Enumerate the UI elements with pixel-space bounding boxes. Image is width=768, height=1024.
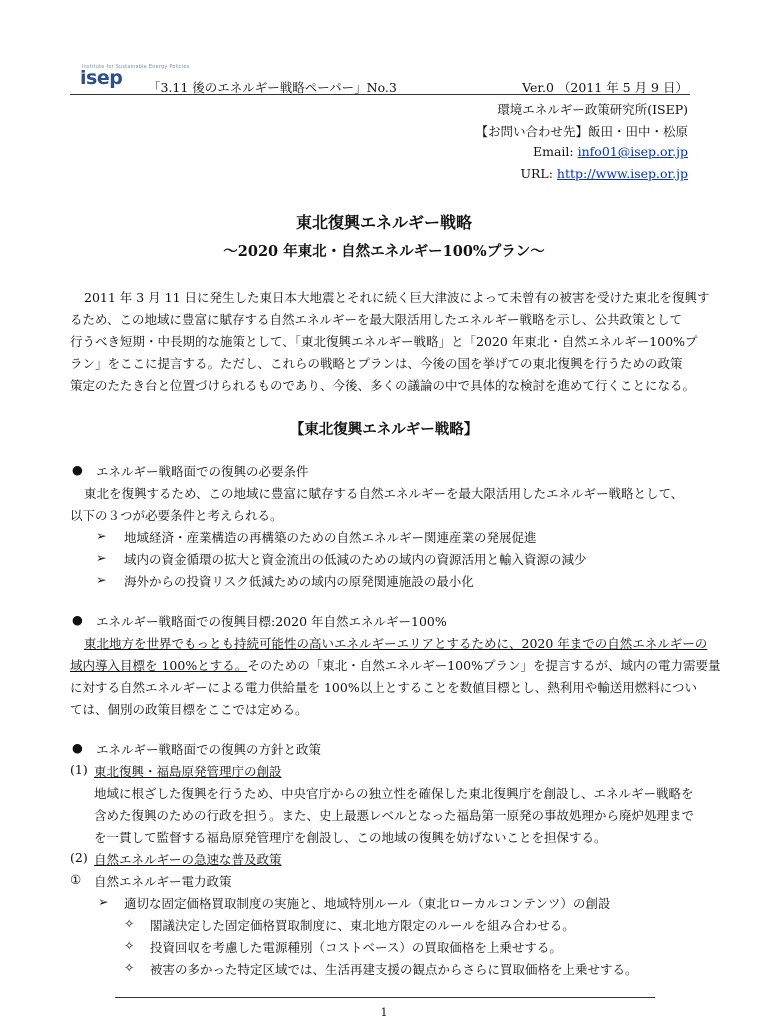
s3-p2a-sub: 投資回収を考慮した電源種別（コストベース）の買取価格を上乗せする。 (150, 940, 562, 955)
intro-line: 行うべき短期・中長期的な施策として、「東北復興エネルギー戦略」と「2020 年東北・自然エネルギー100%プ (70, 334, 698, 349)
s3-heading: エネルギー戦略面での復興の方針と政策 (96, 742, 322, 757)
s3-p1-line: 含めた復興のための行政を担う。また、史上最悪レベルとなった福島第一原発の事故処理から廃炉処理まで (94, 808, 695, 823)
s2-line: ては、個別の政策目標をここでは定める。 (70, 702, 308, 717)
contact-persons: 【お問い合わせ先】飯田・田中・松原 (475, 124, 688, 139)
arrow-bullet-icon: ➢ (98, 894, 109, 909)
s3-p2a-item: 適切な固定価格買取制度の実施と、地域特別ルール（東北ローカルコンテンツ）の創設 (124, 896, 611, 911)
s2-line (70, 656, 720, 674)
s3-p1-line: 地域に根ざした復興を行うため、中央官庁からの独立性を確保した東北復興庁を創設し、エネルギー戦略を (94, 786, 694, 801)
s1-bullet: ● (72, 462, 83, 477)
s1-item: 域内の資金循環の拡大と資金流出の低減のための域内の資源活用と輸入資源の減少 (124, 552, 587, 567)
s3-p2-title: 自然エネルギーの急速な普及政策 (94, 852, 282, 867)
url-line (520, 166, 688, 181)
section-heading: 【東北復興エネルギー戦略】 (289, 421, 479, 438)
s2-plan-text: そのための「東北・自然エネルギー100%プラン」を提言するが、域内の電力需要量 (247, 658, 721, 673)
email-label: Email: (533, 144, 578, 159)
paper-series-title: 「3.11 後のエネルギー戦略ペーパー」No.3 (148, 80, 397, 95)
s3-p1-title: 東北復興・福島原発管理庁の創設 (94, 764, 282, 779)
isep-logo (80, 64, 190, 90)
s3-p1-number: (1) (70, 762, 88, 777)
page-number: 1 (380, 1006, 388, 1019)
s3-p2-number: (2) (70, 850, 88, 865)
s2-bullet: ● (72, 612, 83, 627)
url-label: URL: (520, 166, 557, 181)
arrow-bullet-icon: ➢ (96, 528, 107, 543)
intro-line: 2011 年 3 月 11 日に発生した東日本大地震とそれに続く巨大津波によって未曾有の被害を受けた東北を復興す (84, 290, 710, 305)
s3-p2a-number: ① (70, 872, 82, 887)
document-subtitle: ～2020 年東北・自然エネルギー100%プラン～ (223, 243, 545, 260)
diamond-bullet-icon: ✧ (124, 916, 135, 931)
s1-item: 海外からの投資リスク低減ための域内の原発関連施設の最小化 (124, 574, 474, 589)
organization: 環境エネルギー政策研究所(ISEP) (497, 102, 688, 117)
s3-p1-line: を一貫して監督する福島原発管理庁を創設し、この地域の復興を妨げないことを担保する。 (94, 830, 607, 845)
logo-tagline: Institute for Sustainable Energy Policies (82, 64, 190, 70)
arrow-bullet-icon: ➢ (96, 572, 107, 587)
s3-bullet: ● (72, 740, 83, 755)
s2-heading: エネルギー戦略面での復興目標:2020 年自然エネルギー100% (96, 614, 447, 629)
version-date: Ver.0 （2011 年 5 月 9 日） (522, 80, 688, 95)
email-link[interactable]: info01@isep.or.jp (577, 144, 688, 159)
s2-target-text: 域内導入目標を 100%とする。 (70, 658, 248, 673)
diamond-bullet-icon: ✧ (124, 938, 135, 953)
s3-p2a-sub: 閣議決定した固定価格買取制度に、東北地方限定のルールを組み合わせる。 (150, 918, 575, 933)
s1-line: 以下の３つが必要条件と考えられる。 (70, 508, 283, 523)
s1-heading: エネルギー戦略面での復興の必要条件 (96, 464, 309, 479)
intro-paragraph (70, 287, 710, 397)
intro-line: 策定のたたき台と位置づけられるものであり、今後、多くの議論の中で具体的な検討を進めて行くことになる。 (70, 378, 696, 393)
s1-item: 地域経済・産業構造の再構築のための自然エネルギー関連産業の発展促進 (124, 530, 537, 545)
url-link[interactable]: http://www.isep.or.jp (556, 166, 688, 181)
email-line (533, 144, 688, 159)
header-rule (70, 94, 690, 95)
s2-line: 東北地方を世界でもっとも持続可能性の高いエネルギーエリアとするために、2020 年までの自然エネルギーの (84, 636, 708, 651)
logo-text: isep (80, 67, 123, 89)
s2-line: に対する自然エネルギーによる電力供給量を 100%以上とすることを数値目標とし、熱利用や輸送用燃料につい (70, 680, 697, 695)
intro-line: るため、この地域に豊富に賦存する自然エネルギーを最大限活用したエネルギー戦略を示し、公共政策として (70, 312, 683, 327)
intro-line: ラン」をここに提言する。ただし、これらの戦略とプランは、今後の国を挙げての東北復興を行うための政策 (70, 356, 683, 371)
document-title: 東北復興エネルギー戦略 (295, 213, 472, 232)
footer-rule (115, 997, 655, 998)
arrow-bullet-icon: ➢ (96, 550, 107, 565)
s3-p2a-title: 自然エネルギー電力政策 (94, 874, 232, 889)
s3-p2a-sub: 被害の多かった特定区域では、生活再建支援の観点からさらに買取価格を上乗せする。 (150, 962, 638, 977)
s1-line: 東北を復興するため、この地域に豊富に賦存する自然エネルギーを最大限活用したエネルギー戦略として、 (84, 486, 684, 501)
diamond-bullet-icon: ✧ (124, 960, 135, 975)
